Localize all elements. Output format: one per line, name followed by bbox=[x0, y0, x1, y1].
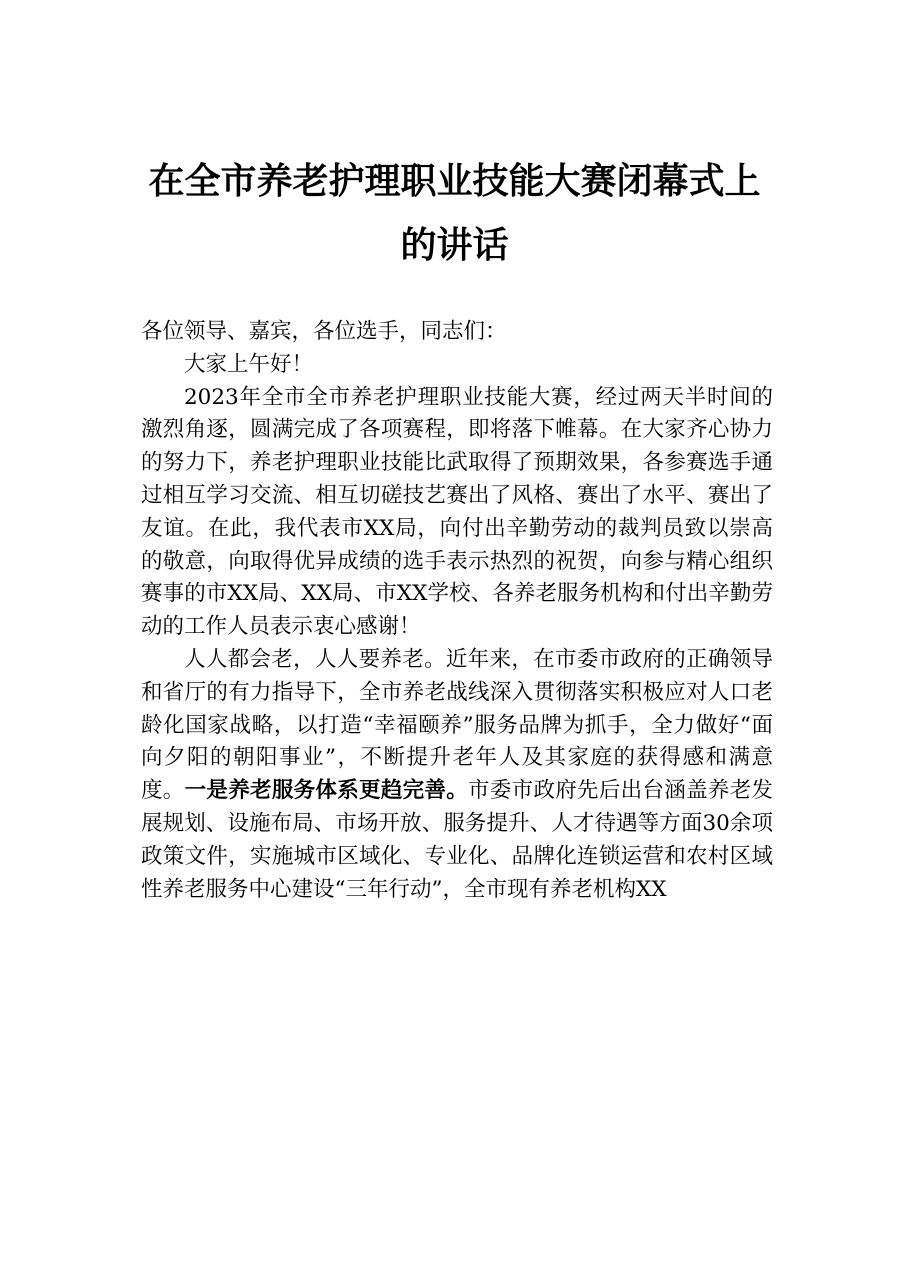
document-body bbox=[141, 316, 773, 906]
salutation: 各位领导、嘉宾，各位选手，同志们： bbox=[141, 319, 507, 344]
paragraph-2 bbox=[141, 644, 773, 906]
paragraph-2-rest: 市委市政府先后出台涵盖养老发展规划、设施布局、市场开放、服务提升、人才待遇等方面30余项政策文件，实施城市区域化、专业化、品牌化连锁运营和农村区域性养老服务中心建设“三年行动”，全市现有养老机构XX bbox=[141, 778, 773, 902]
paragraph-1: 2023年全市全市养老护理职业技能大赛，经过两天半时间的激烈角逐，圆满完成了各项赛程，即将落下帷幕。在大家齐心协力的努力下，养老护理职业技能比武取得了预期效果，各参赛选手通过相互学习交流、相互切磋技艺赛出了风格、赛出了水平、赛出了友谊。在此，我代表市XX局，向付出辛勤劳动的裁判员致以崇高的敬意，向取得优异成绩的选手表示热烈的祝贺，向参与精心组织赛事的市XX局、XX局、市XX学校、各养老服务机构和付出辛勤劳动的工作人员表示衷心感谢！ bbox=[141, 384, 773, 640]
greeting: 大家上午好！ bbox=[184, 351, 314, 377]
paragraph-2-emphasis: 一是养老服务体系更趋完善。 bbox=[184, 778, 469, 804]
document-title: 在全市养老护理职业技能大赛闭幕式上的讲话 bbox=[148, 161, 761, 266]
paragraph-2-intro: 人人都会老，人人要养老。近年来，在市委市政府的正确领导和省厅的有力指导下，全市养老战线深入贯彻落实积极应对人口老龄化国家战略，以打造“幸福颐养”服务品牌为抓手，全力做好“面向夕阳的朝阳事业”，不断提升老年人及其家庭的获得感和满意度。 bbox=[141, 646, 773, 804]
